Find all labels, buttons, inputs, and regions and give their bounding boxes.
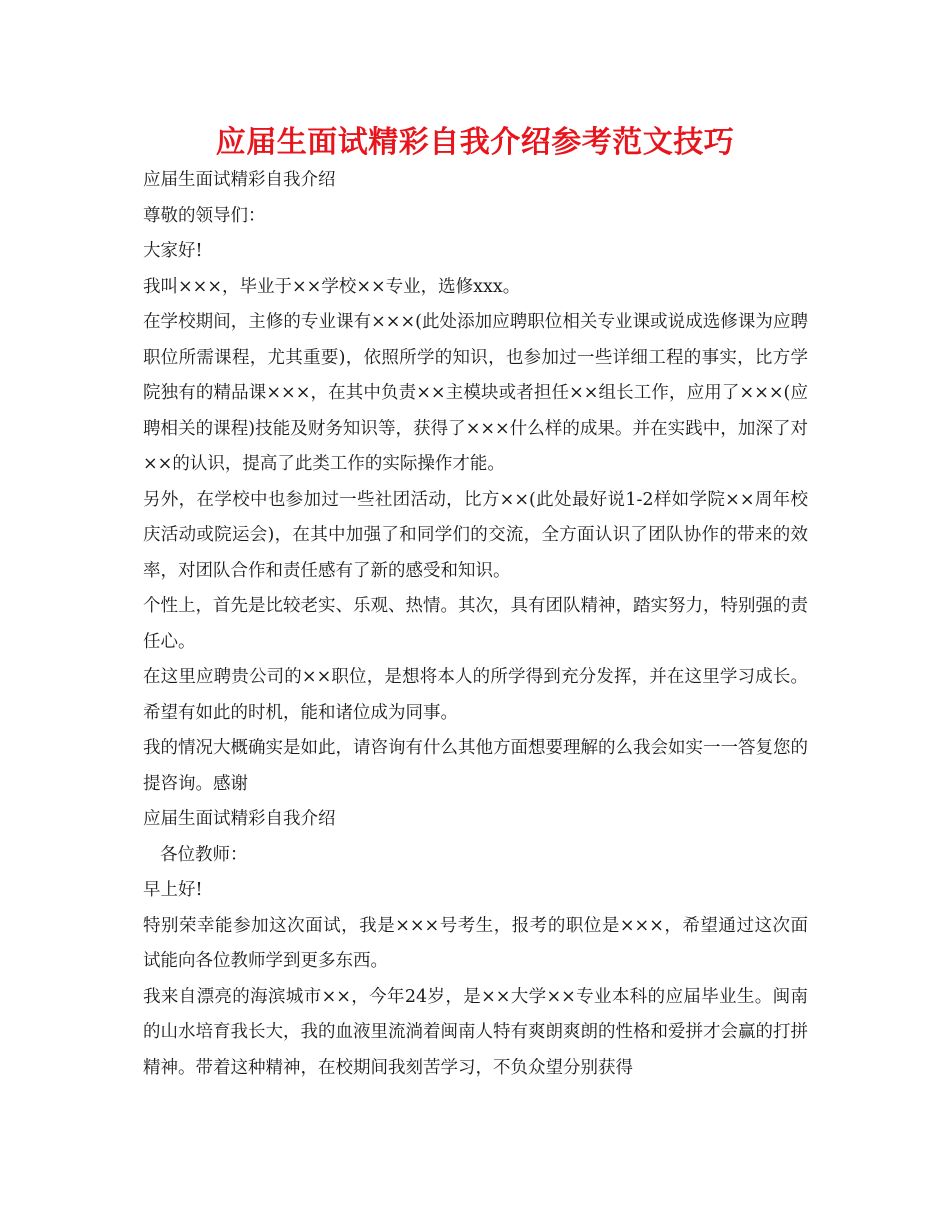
- salutation: 各位教师：: [160, 844, 248, 865]
- section-heading: 应届生面试精彩自我介绍: [143, 170, 336, 190]
- document-title: 应届生面试精彩自我介绍参考范文技巧: [215, 125, 735, 160]
- body-paragraph: 我叫×××，毕业于××学校××专业，选修xxx。: [143, 276, 521, 297]
- document-body: [143, 163, 808, 1086]
- body-paragraph: 另外，在学校中也参加过一些社团活动，比方××(此处最好说1-2样如学院××周年校庆活动或院运会)，在其中加强了和同学们的交流，全方面认识了团队协作的带来的效率，对团队合作和责任感有了新的感受和知识。: [143, 489, 808, 581]
- body-paragraph: 我来自漂亮的海滨城市××，今年24岁，是××大学××专业本科的应届毕业生。闽南的山水培育我长大，我的血液里流淌着闽南人特有爽朗爽朗的性格和爱拼才会赢的打拼精神。带着这种精神，在校期间我刻苦学习，不负众望分别获得: [143, 986, 808, 1078]
- greeting: 早上好!: [143, 880, 203, 900]
- greeting: 大家好!: [143, 241, 203, 261]
- section-heading: 应届生面试精彩自我介绍: [143, 809, 336, 829]
- body-paragraph: 特别荣幸能参加这次面试，我是×××号考生，报考的职位是×××，希望通过这次面试能向各位教师学到更多东西。: [143, 915, 808, 971]
- salutation: 尊敬的领导们：: [143, 205, 266, 226]
- body-paragraph: 个性上，首先是比较老实、乐观、热情。其次，具有团队精神，踏实努力，特别强的责任心。: [143, 596, 808, 652]
- body-paragraph: 我的情况大概确实是如此，请咨询有什么其他方面想要理解的么我会如实一一答复您的提咨询。感谢: [143, 738, 808, 794]
- body-paragraph: 在学校期间，主修的专业课有×××(此处添加应聘职位相关专业课或说成选修课为应聘职位所需课程，尤其重要)，依照所学的知识，也参加过一些详细工程的事实，比方学院独有的精品课×××，在其中负责××主模块或者担任××组长工作，应用了×××(应聘相关的课程)技能及财务知识等，获得了×××什么样的成果。并在实践中，加深了对××的认识，提高了此类工作的实际操作才能。: [143, 312, 808, 474]
- body-paragraph: 在这里应聘贵公司的××职位，是想将本人的所学得到充分发挥，并在这里学习成长。希望有如此的时机，能和诸位成为同事。: [143, 667, 808, 723]
